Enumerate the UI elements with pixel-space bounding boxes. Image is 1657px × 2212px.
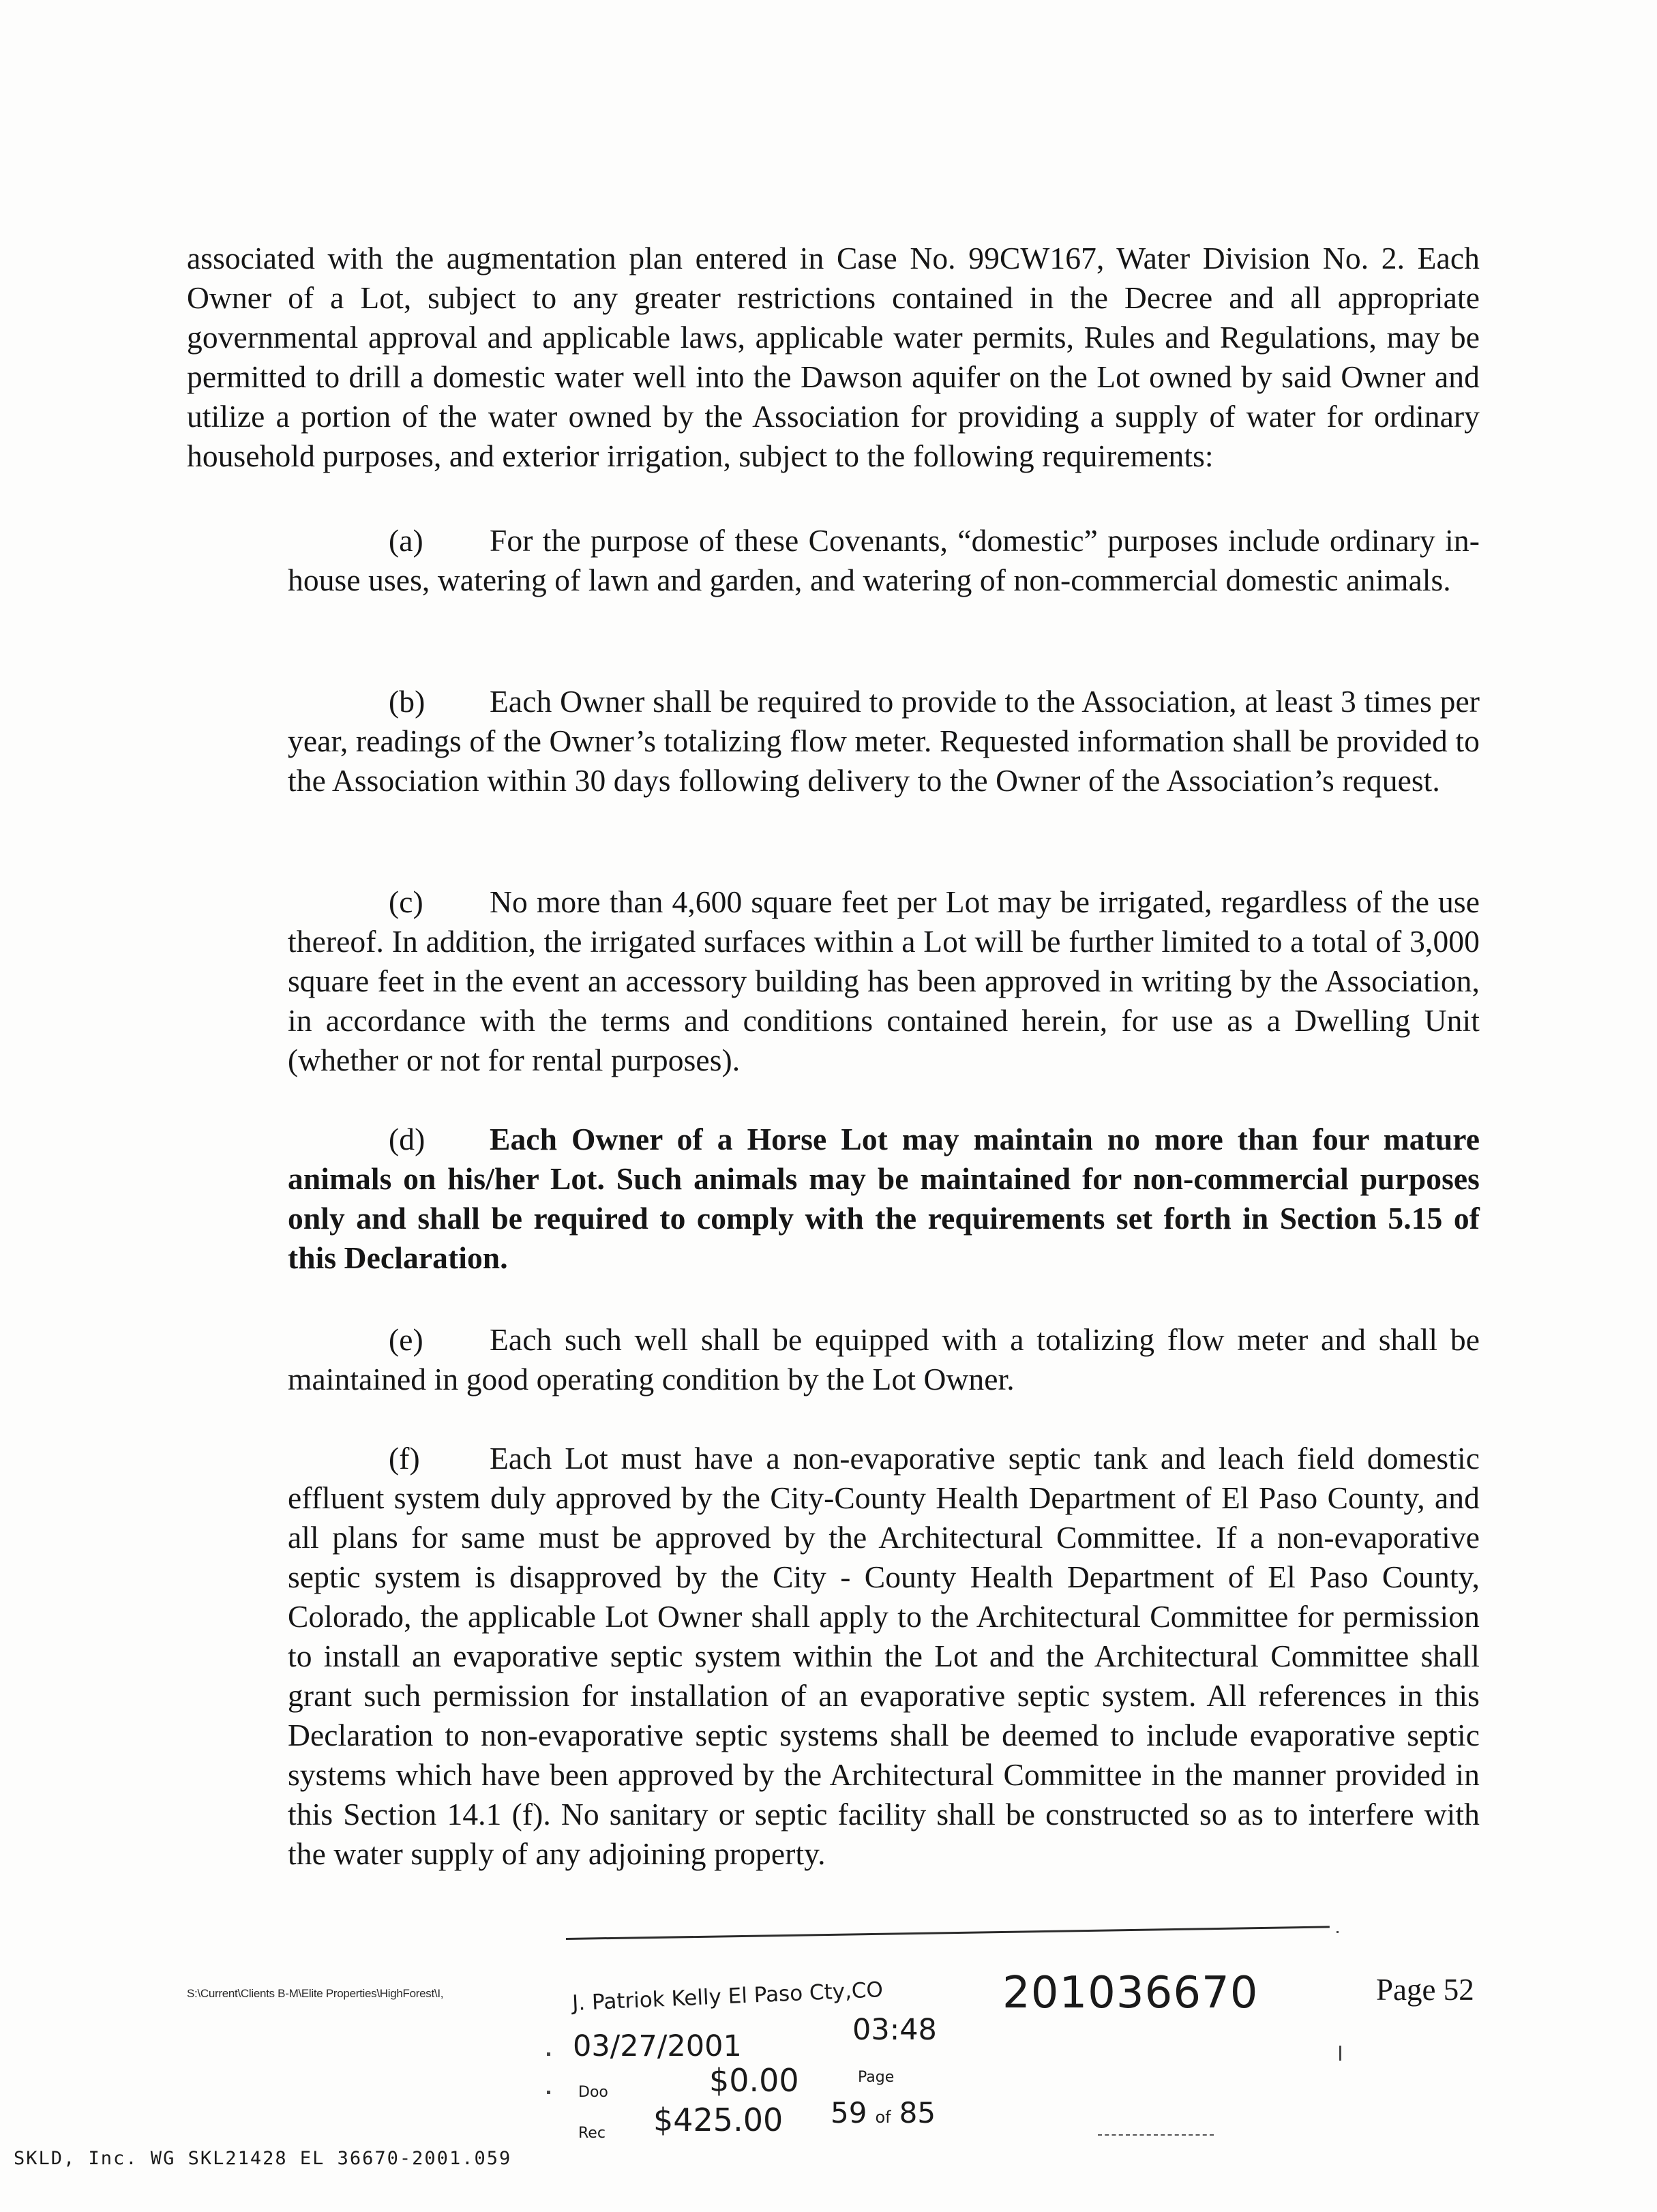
intro-paragraph: associated with the augmentation plan entered in Case No. 99CW167, Water Division No. 2. Each Owner of a Lot, subject to any greater restrictions contained in the Decree and all appropriate governmental approval and applicable laws, applicable water permits, Rules and Regulations, may be permitted to drill a domestic water well into the Dawson aquifer on the Lot owned by said Owner and utilize a portion of the water owned by the Association for providing a supply of water for ordinary household purposes, and exterior irrigation, subject to the following requirements: [187,241,1480,473]
item-a [288,521,1480,600]
stamp-page-current: 59 [831,2096,867,2129]
scan-mark [1339,2046,1341,2061]
stamp-doc-label: Doo [578,2084,608,2101]
item-d-label: (d) [389,1122,426,1156]
item-a-label: (a) [389,523,423,558]
item-b-text: Each Owner shall be required to provide to the Association, at least 3 times per year, readings of the Owner’s totalizing flow meter. Requested information shall be provided to the Association within 30 days following delivery to the Owner of the Association’s request. [288,684,1480,798]
stamp-page-label: Page [858,2069,895,2086]
stamp-reception-number: 201036670 [1002,1968,1259,2018]
item-c-text: No more than 4,600 square feet per Lot may be irrigated, regardless of the use thereof. In addition, the irrigated surfaces within a Lot will be further limited to a total of 3,000 square feet in the event an accessory building has been approved in writing by the Association, in accordance with the terms and conditions contained herein, for use as a Dwelling Unit (whether or not for rental purposes). [288,884,1480,1077]
item-e-label: (e) [389,1322,423,1357]
item-b [288,682,1480,801]
item-b-label: (b) [389,684,426,719]
stamp-mark [547,2052,550,2056]
item-d [288,1120,1480,1278]
file-path: S:\Current\Clients B-M\Elite Properties\HighForest\I, [187,1987,444,2000]
item-e-text: Each such well shall be equipped with a totalizing flow meter and shall be maintained in good operating condition by the Lot Owner. [288,1322,1480,1396]
scan-dash [1098,2134,1214,2137]
stamp-doc-fee: $0.00 [709,2062,799,2099]
stamp-page-total: 85 [899,2096,936,2129]
stamp-date: 03/27/2001 [573,2029,742,2063]
stamp-rec-label: Rec [578,2125,606,2142]
item-e [288,1320,1480,1399]
item-c [288,882,1480,1080]
item-a-text: For the purpose of these Covenants, “domestic” purposes include ordinary in-house uses, watering of lawn and garden, and watering of non-commercial domestic animals. [288,523,1480,597]
page-number: Page 52 [1376,1973,1474,2007]
scan-mark [1337,1931,1339,1933]
stamp-page-of: of [875,2108,891,2127]
item-d-text: Each Owner of a Horse Lot may maintain no more than four mature animals on his/her Lot. Such animals may be maintained for non-commercial purposes only and shall be required to comply with the requirements set forth in Section 5.15 of this Declaration. [288,1122,1480,1275]
item-f [288,1439,1480,1874]
stamp-recorder: J. Patriok Kelly El Paso Cty,CO [571,1977,884,2016]
stamp-rec-fee: $425.00 [653,2102,783,2138]
stamp-time: 03:48 [852,2013,937,2047]
item-c-label: (c) [389,884,423,919]
stamp-page-count [831,2096,936,2129]
item-f-text: Each Lot must have a non-evaporative septic tank and leach field domestic effluent system duly approved by the City-County Health Department of El Paso County, and all plans for same must be approved by the Architectural Committee. If a non-evaporative septic system is disapproved by the City - County Health Department of El Paso County, Colorado, the applicable Lot Owner shall apply to the Architectural Committee for permission to install an evaporative septic system within the Lot and the Architectural Committee shall grant such permission for installation of an evaporative septic system. All references in this Declaration to non-evaporative septic systems shall be deemed to include evaporative septic systems which have been approved by the Architectural Committee in the manner provided in this Section 14.1 (f). No sanitary or septic facility shall be constructed so as to interfere with the water supply of any adjoining property. [288,1441,1480,1871]
item-f-label: (f) [389,1441,420,1476]
stamp-mark [547,2091,550,2094]
stamp-rule [566,1926,1330,1940]
footer-code: SKLD, Inc. WG SKL21428 EL 36670-2001.059 [14,2148,512,2169]
